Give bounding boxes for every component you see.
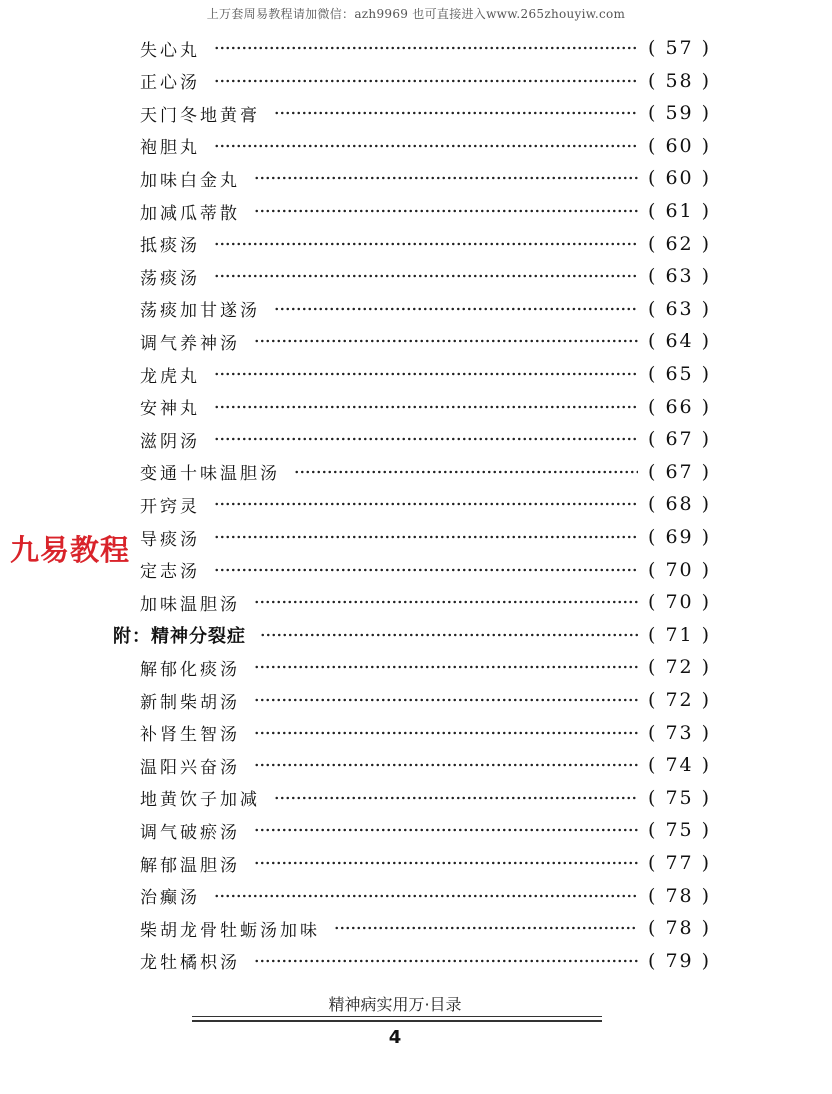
toc-entry-page: ( 65 ): [648, 363, 712, 385]
toc-entry-title: 解郁温胆汤: [140, 855, 240, 876]
toc-entry-title: 龙虎丸: [140, 366, 200, 387]
toc-entry-title: 变通十味温胆汤: [140, 464, 280, 485]
dot-leader: [214, 402, 638, 412]
toc-entry-page: ( 64 ): [648, 330, 712, 353]
toc-entry-page: ( 71 ): [648, 623, 712, 646]
toc-entry: [140, 848, 710, 878]
toc-entry-page: ( 62 ): [648, 232, 712, 255]
toc-entry-page: ( 72 ): [648, 656, 712, 679]
toc-entry-title: 补肾生智汤: [140, 725, 240, 746]
top-banner-text: 上万套周易教程请加微信：azh9969 也可直接进入www.265zhouyiw.com: [206, 7, 626, 21]
toc-entry: [140, 652, 710, 682]
dot-leader: [254, 728, 638, 738]
toc-entry: [140, 359, 710, 389]
toc-entry: [140, 685, 710, 715]
dot-leader: [254, 336, 638, 346]
toc-entry-title: 失心丸: [140, 40, 200, 61]
toc-entry: [140, 33, 710, 63]
toc-entry-page: ( 66 ): [648, 395, 712, 418]
dot-leader: [254, 695, 638, 705]
toc-entry-page: ( 75 ): [648, 786, 712, 809]
toc-section-heading: [113, 620, 710, 650]
toc-entry-page: ( 58 ): [648, 69, 712, 92]
toc-entry-page: ( 69 ): [648, 526, 712, 548]
toc-entry-title: 温阳兴奋汤: [140, 757, 240, 778]
toc-entry: [140, 750, 710, 780]
toc-entry-title: 龙牡橘枳汤: [140, 953, 240, 974]
toc-entry: [140, 881, 710, 911]
toc-entry: [140, 555, 710, 585]
toc-entry-page: ( 57 ): [648, 37, 712, 59]
toc-entry-page: ( 60 ): [648, 134, 712, 157]
toc-entry: [140, 66, 710, 96]
dot-leader: [334, 923, 638, 933]
dot-leader: [214, 369, 638, 379]
dot-leader: [214, 271, 638, 281]
watermark-logo: 九易教程: [10, 533, 131, 567]
toc-entry-title: 加味白金丸: [140, 170, 240, 191]
footer-rule-thick: [192, 1020, 602, 1022]
dot-leader: [214, 76, 638, 86]
toc-entry: [140, 98, 710, 128]
dot-leader: [274, 793, 638, 803]
toc-entry: [140, 718, 710, 748]
dot-leader: [254, 206, 638, 216]
dot-leader: [260, 630, 638, 640]
toc-entry-page: ( 59 ): [648, 102, 712, 125]
toc-entry-title: 正心汤: [140, 73, 200, 94]
toc-entry-title: 袍胆丸: [140, 138, 200, 159]
dot-leader: [254, 760, 638, 770]
toc-entry: [140, 946, 710, 976]
running-title: 精神病实用万·目录: [328, 995, 462, 1014]
toc-entry-title: 加味温胆汤: [140, 594, 240, 615]
toc-entry-title: 开窍灵: [140, 496, 200, 517]
dot-leader: [214, 239, 638, 249]
toc-entry-page: ( 78 ): [648, 884, 712, 907]
toc-entry-page: ( 73 ): [648, 721, 712, 744]
toc-entry-title: 新制柴胡汤: [140, 692, 240, 713]
toc-entry: [140, 196, 710, 226]
toc-entry-page: ( 75 ): [648, 819, 712, 842]
toc-entry: [140, 229, 710, 259]
toc-entry-title: 荡痰加甘遂汤: [140, 301, 260, 322]
toc-entry-page: ( 61 ): [648, 200, 712, 222]
dot-leader: [294, 467, 638, 477]
dot-leader: [214, 499, 638, 509]
toc-entry-title: 治癫汤: [140, 888, 200, 909]
toc-entry-page: ( 74 ): [648, 754, 712, 777]
toc-entry-title: 解郁化痰汤: [140, 659, 240, 680]
toc-entry-title: 抵痰汤: [140, 236, 200, 257]
dot-leader: [274, 304, 638, 314]
toc-entry-page: ( 77 ): [648, 852, 712, 874]
toc-entry: [140, 424, 710, 454]
toc-entry-page: ( 72 ): [648, 689, 712, 711]
toc-entry-page: ( 63 ): [648, 297, 712, 320]
toc-entry-page: ( 68 ): [648, 493, 712, 516]
toc-entry-title: 地黄饮子加减: [140, 790, 260, 811]
toc-entry-title: 安神丸: [140, 399, 200, 420]
toc-entry: [140, 457, 710, 487]
toc-entry-page: ( 60 ): [648, 167, 712, 190]
footer-rule-thin: [192, 1016, 602, 1017]
dot-leader: [254, 956, 638, 966]
dot-leader: [274, 108, 638, 118]
toc-entry: [140, 587, 710, 617]
toc-entry: [140, 522, 710, 552]
toc-entry: [140, 326, 710, 356]
dot-leader: [214, 141, 638, 151]
toc-entry: [140, 163, 710, 193]
toc-entry-title: 调气养神汤: [140, 333, 240, 354]
toc-entry: [140, 913, 710, 943]
toc-entry-title: 导痰汤: [140, 529, 200, 550]
toc-entry: [140, 489, 710, 519]
toc-entry-page: ( 70 ): [648, 591, 712, 614]
toc-entry-title: 柴胡龙骨牡蛎汤加味: [140, 920, 320, 941]
dot-leader: [214, 891, 638, 901]
dot-leader: [214, 532, 638, 542]
toc-entry-page: ( 78 ): [648, 917, 712, 940]
dot-leader: [254, 662, 638, 672]
dot-leader: [254, 858, 638, 868]
toc-entry-title: 调气破瘀汤: [140, 822, 240, 843]
toc-entry: [140, 783, 710, 813]
toc-entry-title: 滋阴汤: [140, 431, 200, 452]
toc-entry-page: ( 67 ): [648, 460, 712, 483]
toc-entry-page: ( 67 ): [648, 428, 712, 451]
toc-entry-page: ( 63 ): [648, 265, 712, 288]
dot-leader: [254, 597, 638, 607]
dot-leader: [214, 565, 638, 575]
toc-entry: [140, 261, 710, 291]
dot-leader: [254, 173, 638, 183]
toc-entry-title: 天门冬地黄膏: [140, 105, 260, 126]
toc-entry-title: 定志汤: [140, 562, 200, 583]
toc-entry-title: 加减瓜蒂散: [140, 203, 240, 224]
toc-entry: [140, 294, 710, 324]
toc-entry-title: 附：精神分裂症: [113, 625, 246, 647]
toc-entry-page: ( 70 ): [648, 558, 712, 581]
toc-entry-page: ( 79 ): [648, 949, 712, 972]
dot-leader: [254, 825, 638, 835]
toc-entry: [140, 815, 710, 845]
toc-entry: [140, 131, 710, 161]
page-number: 4: [388, 1027, 402, 1048]
toc-entry-title: 荡痰汤: [140, 268, 200, 289]
dot-leader: [214, 43, 638, 53]
toc-entry: [140, 392, 710, 422]
dot-leader: [214, 434, 638, 444]
